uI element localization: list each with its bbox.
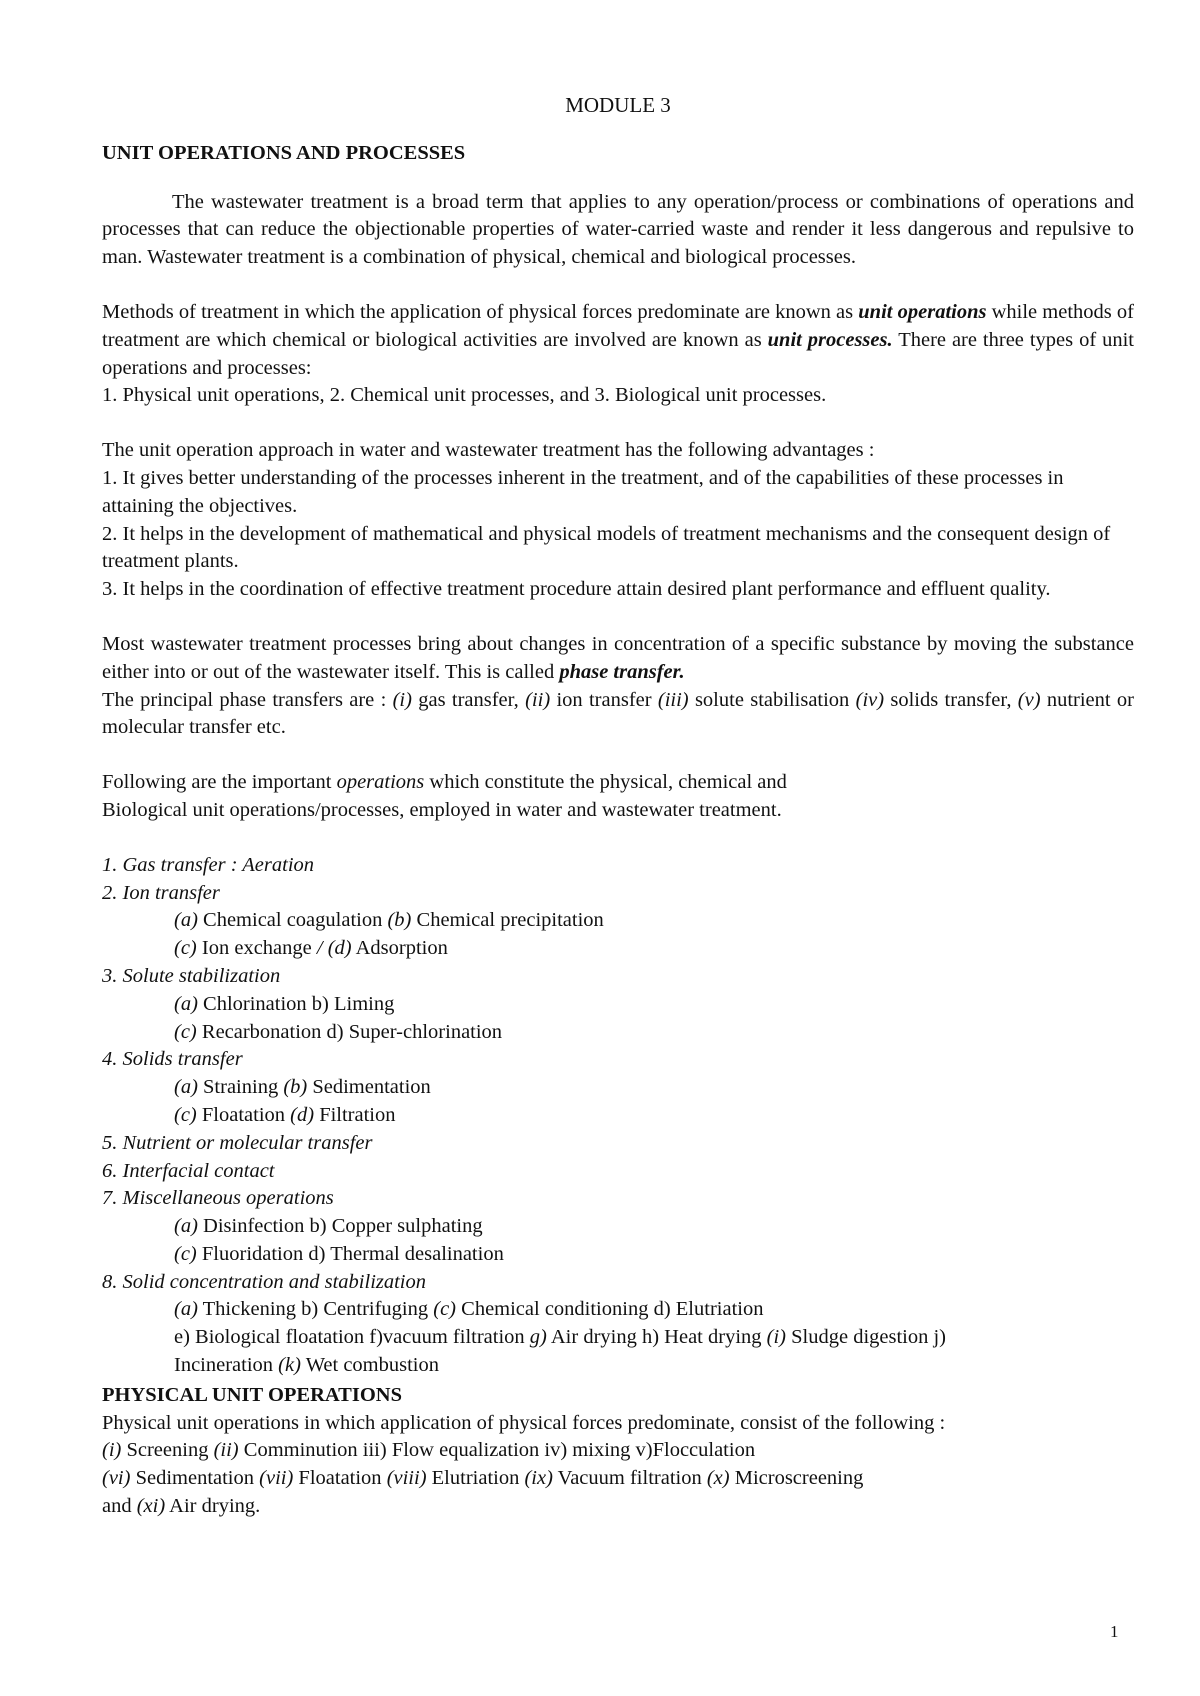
list-subitem: (a) Chemical coagulation (b) Chemical precipitation [174,909,604,932]
physical-row-3: and (xi) Air drying. [102,1495,261,1518]
list-subitem: e) Biological floatation f)vacuum filtration g) Air drying h) Heat drying (i) Sludge digestion j) Incineration (k) Wet combustion [174,1326,947,1377]
list-item: 6. Interfacial contact [102,1159,275,1182]
list-subitem: (a) Thickening b) Centrifuging (c) Chemical conditioning d) Elutriation [174,1298,764,1321]
advantages-lead: The unit operation approach in water and wastewater treatment has the following advantages : [102,439,875,462]
document-page [102,92,1134,1521]
list-item: 1. Gas transfer : Aeration [102,853,315,876]
phase-paragraph: Most wastewater treatment processes bring about changes in concentration of a specific substance by moving the substance either into or out of the wastewater itself. This is called phase transfer. [102,632,1134,683]
list-item: 7. Miscellaneous operations [102,1187,334,1210]
list-subitem: (c) Fluoridation d) Thermal desalination [174,1242,504,1265]
advantage-3: 3. It helps in the coordination of effective treatment procedure attain desired plant performance and effluent quality. [102,578,1051,601]
physical-row-1: (i) Screening (ii) Comminution iii) Flow equalization iv) mixing v)Flocculation [102,1439,756,1462]
following-line-1: Following are the important operations which constitute the physical, chemical and [102,771,787,794]
list-item: 2. Ion transfer [102,881,220,904]
physical-heading: PHYSICAL UNIT OPERATIONS [102,1383,402,1406]
list-item: 4. Solids transfer [102,1048,243,1071]
advantage-1: 1. It gives better understanding of the processes inherent in the treatment, and of the capabilities of these processes in attaining the objectives. [102,466,1064,517]
list-subitem: (a) Straining (b) Sedimentation [174,1076,431,1099]
phase-transfers: The principal phase transfers are : (i) gas transfer, (ii) ion transfer (iii) solute stabilisation (iv) solids transfer, (v) nutrient or molecular transfer etc. [102,688,1134,739]
list-item: 5. Nutrient or molecular transfer [102,1131,373,1154]
intro-paragraph: The wastewater treatment is a broad term that applies to any operation/process or combinations of operations and processes that can reduce the objectionable properties of water-carried waste and render it less dangerous and repulsive to man. Wastewater treatment is a combination of physical, chemical and biological processes. [102,190,1134,269]
following-line-2: Biological unit operations/processes, employed in water and wastewater treatment. [102,798,782,821]
section-heading: UNIT OPERATIONS AND PROCESSES [102,141,466,164]
advantage-2: 2. It helps in the development of mathematical and physical models of treatment mechanisms and the consequent design of treatment plants. [102,522,1111,573]
list-subitem: (c) Floatation (d) Filtration [174,1103,396,1126]
methods-paragraph: Methods of treatment in which the application of physical forces predominate are known as unit operations while methods of treatment are which chemical or biological activities are involved are known as unit processes. There are three types of unit operations and processes: [102,300,1134,379]
types-line: 1. Physical unit operations, 2. Chemical unit processes, and 3. Biological unit processes. [102,384,827,407]
list-subitem: (a) Chlorination b) Liming [174,992,395,1015]
list-subitem: (c) Ion exchange / (d) Adsorption [174,937,448,960]
list-subitem: (c) Recarbonation d) Super-chlorination [174,1020,503,1043]
physical-row-2: (vi) Sedimentation (vii) Floatation (viii) Elutriation (ix) Vacuum filtration (x) Microscreening [102,1467,864,1490]
list-item: 8. Solid concentration and stabilization [102,1270,427,1293]
operations-list [102,852,1134,1380]
physical-lead: Physical unit operations in which application of physical forces predominate, consist of the following : [102,1411,946,1434]
module-title: MODULE 3 [565,93,671,117]
list-item: 3. Solute stabilization [102,964,281,987]
list-subitem: (a) Disinfection b) Copper sulphating [174,1215,483,1238]
page-number: 1 [1110,1622,1119,1641]
